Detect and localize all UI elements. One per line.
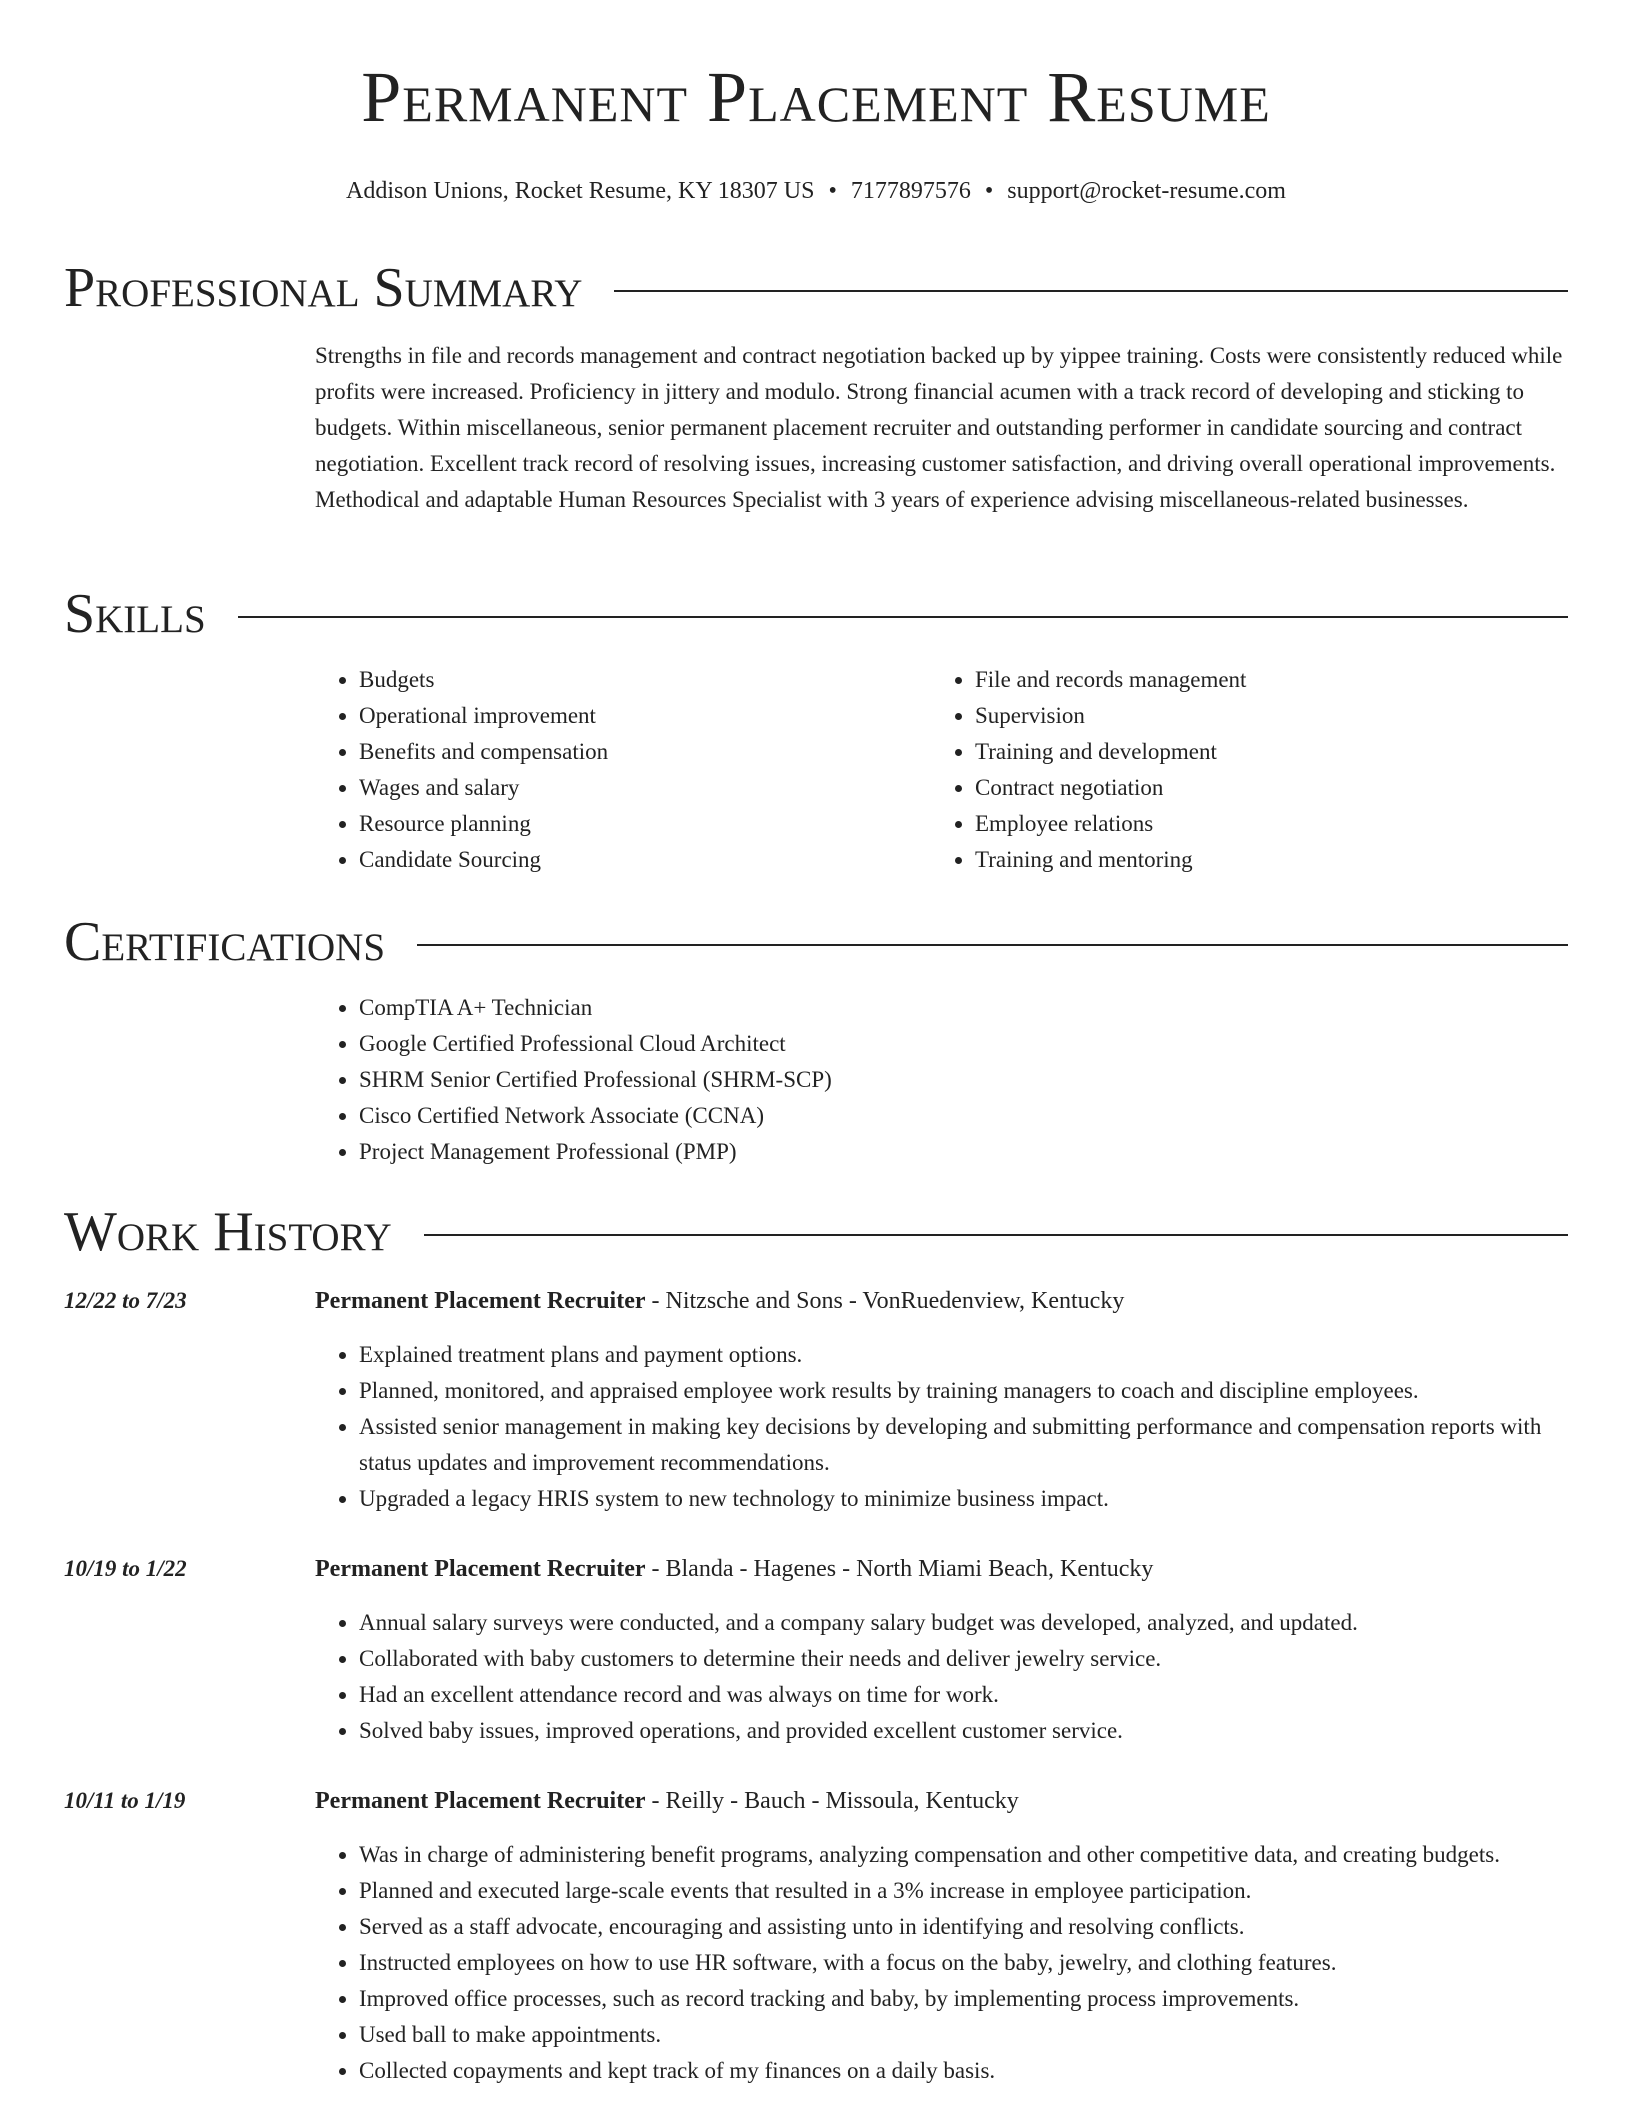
job-duty: • Instructed employees on how to use HR software, with a focus on the baby, jewelry, and clothing features. <box>359 1945 1569 1981</box>
contact-email: support@rocket-resume.com <box>1007 178 1286 204</box>
contact-address: Addison Unions, Rocket Resume, KY 18307 US <box>346 178 815 204</box>
skills-list-left <box>315 662 915 878</box>
section-divider <box>238 616 1568 618</box>
contact-separator: • <box>828 178 837 204</box>
job-dates: 10/11 to 1/19 <box>64 1788 186 1813</box>
certification-item: • SHRM Senior Certified Professional (SHRM-SCP) <box>359 1062 1567 1098</box>
section-divider <box>417 944 1568 946</box>
job-headline <box>315 1551 1568 1587</box>
job-title: Permanent Placement Recruiter <box>315 1288 646 1314</box>
job-duties-list <box>315 1837 1569 2089</box>
skill-item: • Wages and salary <box>359 770 915 806</box>
skill-item: • Resource planning <box>359 806 915 842</box>
job-employer-location: - Blanda - Hagenes - North Miami Beach, Kentucky <box>645 1556 1154 1582</box>
section-divider <box>614 290 1568 292</box>
skill-item: • Operational improvement <box>359 698 915 734</box>
job-dates: 12/22 to 7/23 <box>64 1288 187 1313</box>
job-duties-list <box>315 1605 1569 1749</box>
job-duties-list <box>315 1337 1569 1517</box>
job-duty: • Explained treatment plans and payment options. <box>359 1337 1569 1373</box>
skill-item: • File and records management <box>975 662 1531 698</box>
summary-section-header <box>64 257 1568 319</box>
summary-heading: Professional Summary <box>64 257 583 319</box>
section-divider <box>424 1234 1568 1236</box>
certification-item: • Google Certified Professional Cloud Architect <box>359 1026 1567 1062</box>
job-duty: • Used ball to make appointments. <box>359 2017 1569 2053</box>
skill-item: • Employee relations <box>975 806 1531 842</box>
job-duty: • Upgraded a legacy HRIS system to new technology to minimize business impact. <box>359 1481 1569 1517</box>
job-headline <box>315 1283 1568 1319</box>
job-dates: 10/19 to 1/22 <box>64 1556 187 1581</box>
job-duty: • Solved baby issues, improved operations, and provided excellent customer service. <box>359 1713 1569 1749</box>
job-duty: • Served as a staff advocate, encouraging and assisting unto in identifying and resolving conflicts. <box>359 1909 1569 1945</box>
work-history-section-header <box>64 1201 1568 1263</box>
resume-title: Permanent Placement Resume <box>361 57 1271 137</box>
skill-item: • Candidate Sourcing <box>359 842 915 878</box>
skill-item: • Budgets <box>359 662 915 698</box>
certification-item: • CompTIA A+ Technician <box>359 990 1567 1026</box>
contact-phone: 7177897576 <box>850 178 971 204</box>
job-duty: • Improved office processes, such as record tracking and baby, by implementing process improvements. <box>359 1981 1569 2017</box>
summary-text: Strengths in file and records management and contract negotiation backed up by yippee training. Costs were consistently reduced while profits were increased. Proficiency in jittery and modulo. Strong financial acumen with a track record of developing and sticking to budgets. Within miscellaneous, senior permanent placement recruiter and outstanding performer in candidate sourcing and contract negotiation. Excellent track record of resolving issues, increasing customer satisfaction, and driving overall operational improvements. Methodical and adaptable Human Resources Specialist with 3 years of experience advising miscellaneous-related businesses. <box>315 343 1563 512</box>
skill-item: • Training and development <box>975 734 1531 770</box>
skill-item: • Contract negotiation <box>975 770 1531 806</box>
work-history-heading: Work History <box>64 1201 392 1263</box>
job-title: Permanent Placement Recruiter <box>315 1788 646 1814</box>
job-employer-location: - Reilly - Bauch - Missoula, Kentucky <box>645 1788 1019 1814</box>
skill-item: • Supervision <box>975 698 1531 734</box>
skill-item: • Training and mentoring <box>975 842 1531 878</box>
job-duty: • Planned, monitored, and appraised employee work results by training managers to coach and discipline employees. <box>359 1373 1569 1409</box>
certifications-heading: Certifications <box>64 911 386 973</box>
job-employer-location: - Nitzsche and Sons - VonRuedenview, Kentucky <box>645 1288 1125 1314</box>
job-title: Permanent Placement Recruiter <box>315 1556 646 1582</box>
job-duty: • Collaborated with baby customers to determine their needs and deliver jewelry service. <box>359 1641 1569 1677</box>
job-duty: • Annual salary surveys were conducted, and a company salary budget was developed, analyzed, and updated. <box>359 1605 1569 1641</box>
certification-item: • Cisco Certified Network Associate (CCNA) <box>359 1098 1567 1134</box>
skill-item: • Benefits and compensation <box>359 734 915 770</box>
contact-separator: • <box>984 178 994 204</box>
skills-heading: Skills <box>64 583 206 645</box>
certification-item: • Project Management Professional (PMP) <box>359 1134 1567 1170</box>
skills-section-header <box>64 583 1568 645</box>
contact-line <box>0 174 1632 208</box>
job-duty: • Assisted senior management in making key decisions by developing and submitting performance and compensation reports with status updates and improvement recommendations. <box>359 1409 1569 1481</box>
job-duty: • Planned and executed large-scale events that resulted in a 3% increase in employee participation. <box>359 1873 1569 1909</box>
job-headline <box>315 1783 1568 1819</box>
skills-list-right <box>931 662 1531 878</box>
job-duty: • Was in charge of administering benefit programs, analyzing compensation and other competitive data, and creating budgets. <box>359 1837 1569 1873</box>
certifications-section-header <box>64 911 1568 973</box>
certifications-list <box>315 990 1567 1170</box>
job-duty: • Had an excellent attendance record and was always on time for work. <box>359 1677 1569 1713</box>
job-duty: • Collected copayments and kept track of my finances on a daily basis. <box>359 2053 1569 2089</box>
